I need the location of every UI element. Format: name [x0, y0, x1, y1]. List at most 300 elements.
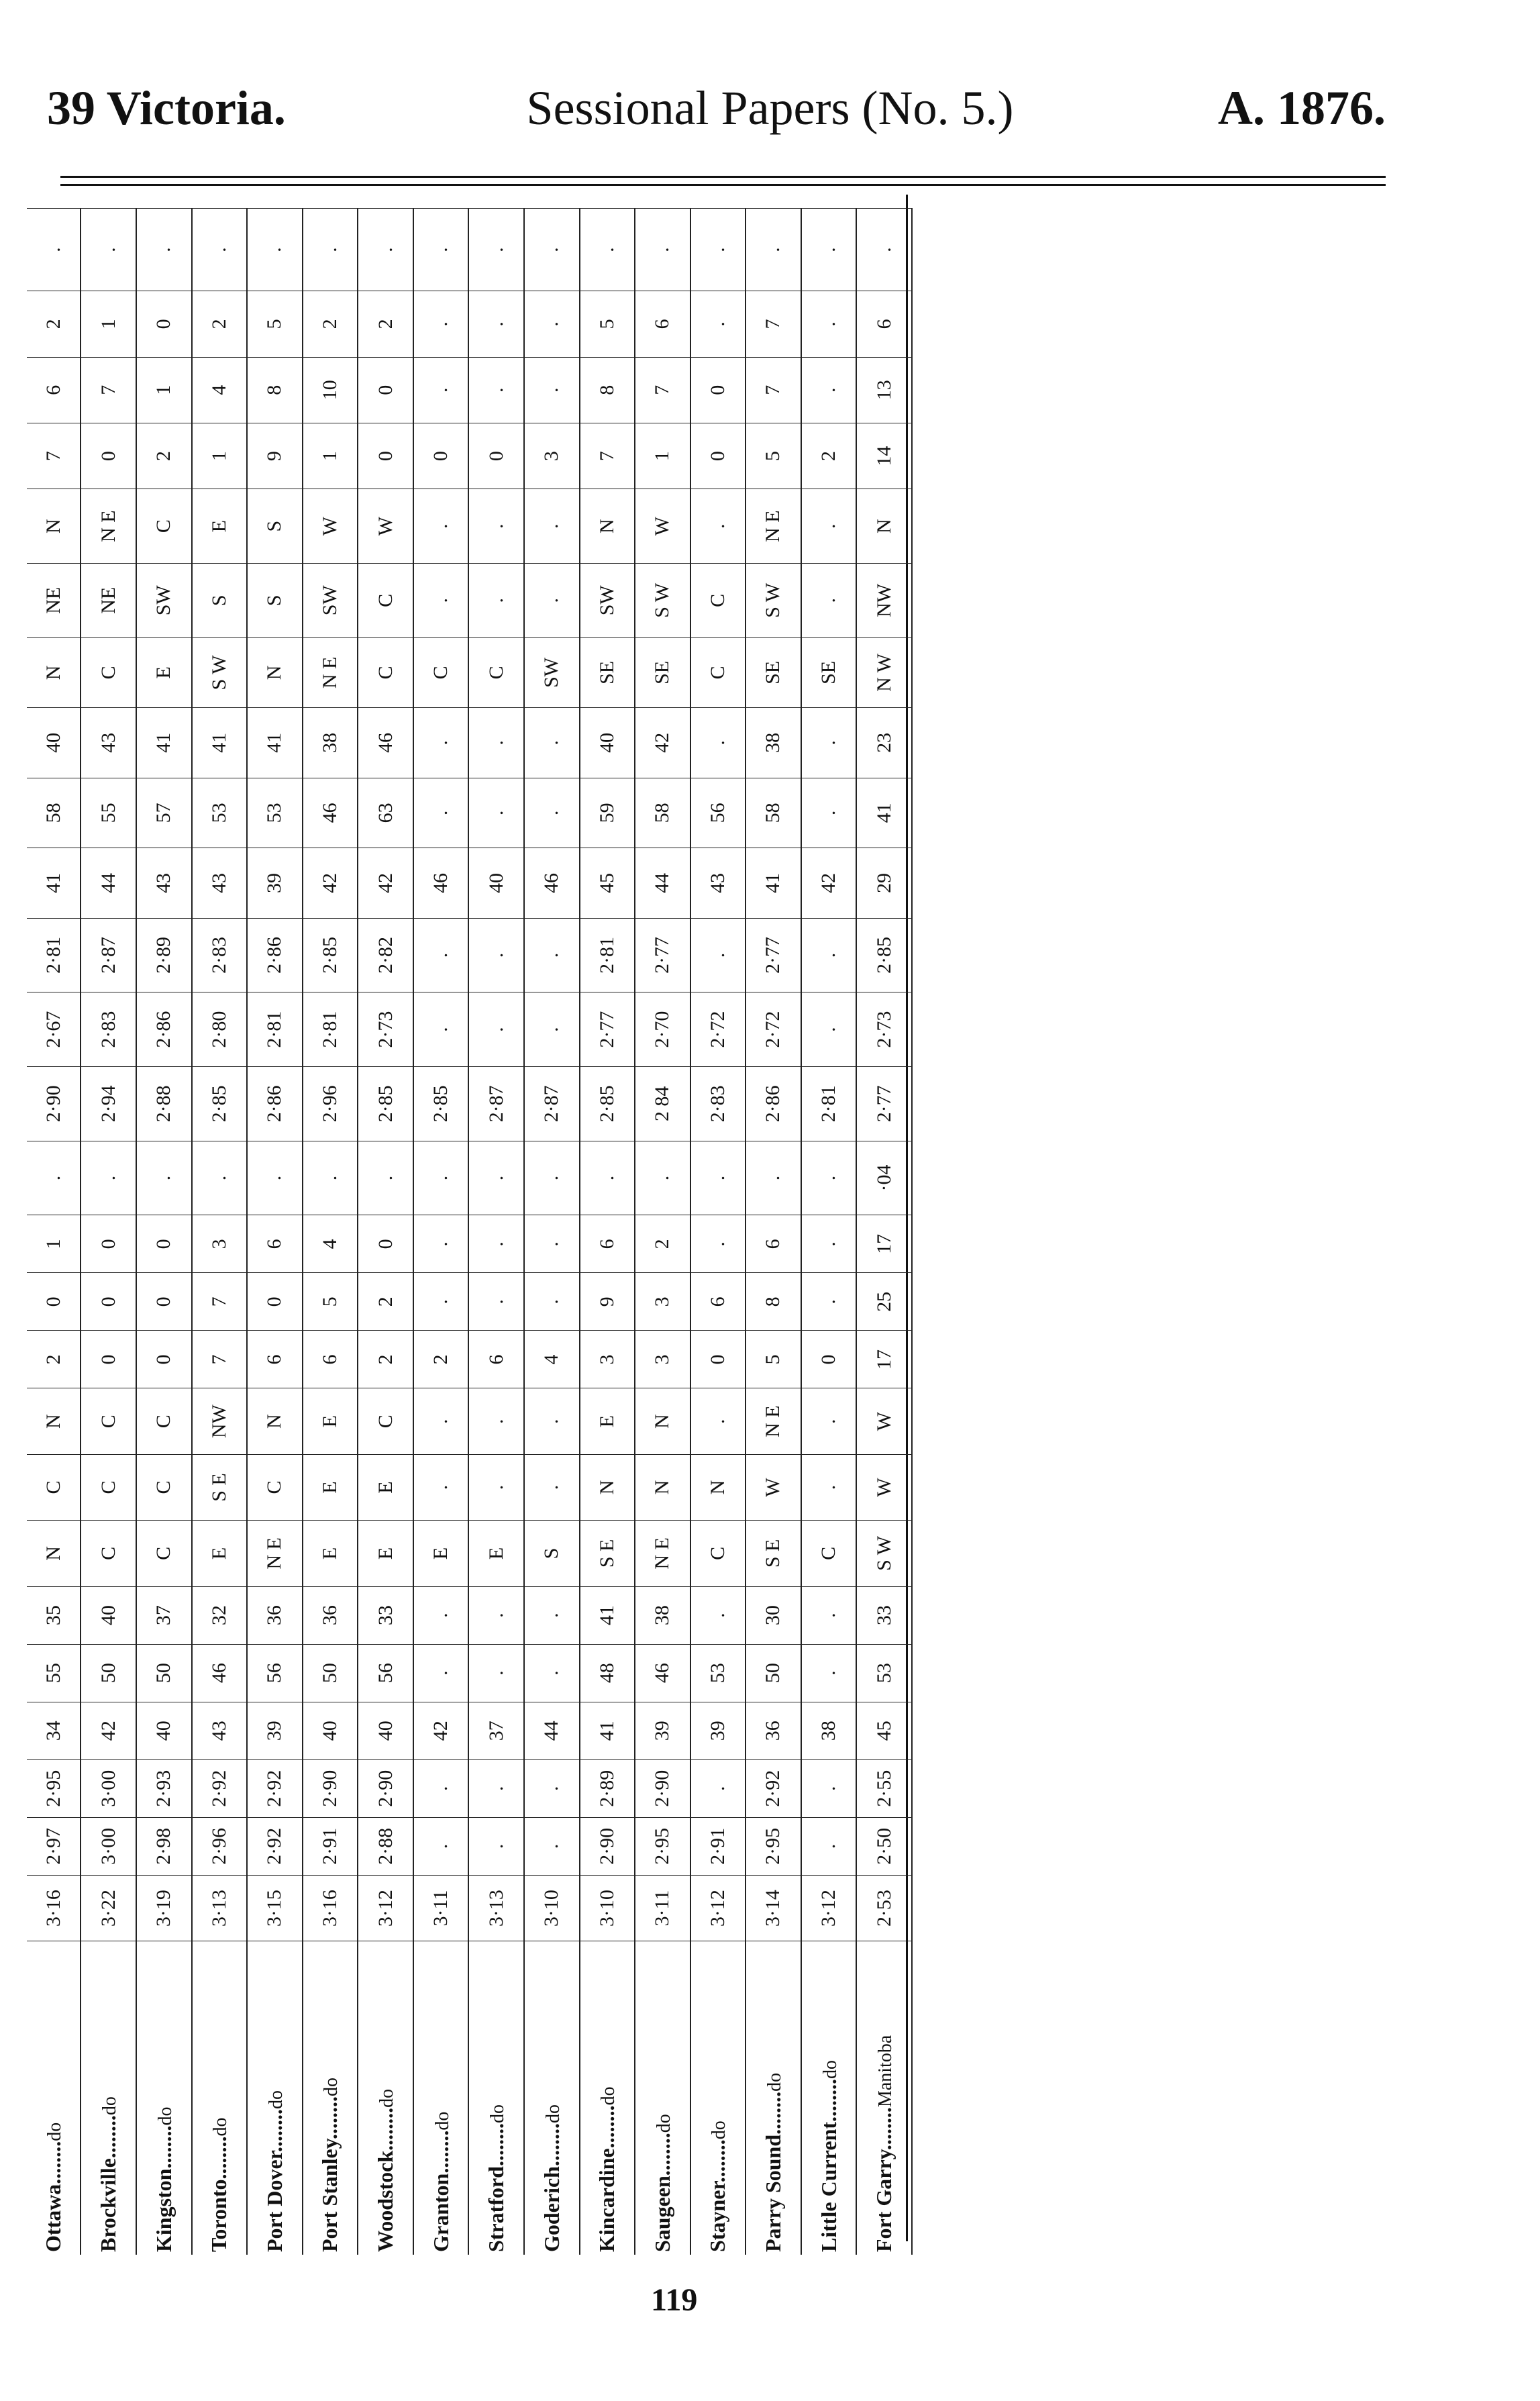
data-cell: N [580, 1454, 635, 1520]
data-cell: . [801, 291, 857, 357]
data-cell: 41 [136, 708, 192, 778]
data-cell: 2·80 [192, 992, 248, 1067]
data-cell: . [690, 489, 746, 564]
data-cell: . [468, 1817, 524, 1875]
data-cell: . [468, 918, 524, 992]
data-cell: 40 [358, 1702, 413, 1759]
data-cell: 2·77 [580, 992, 635, 1067]
data-cell: 2·85 [856, 918, 912, 992]
data-cell: 43 [192, 848, 248, 919]
data-cell: 2·77 [856, 1067, 912, 1141]
data-cell: SE [635, 637, 690, 708]
data-cell: 3·13 [468, 1875, 524, 1941]
leader-dots: ........ [872, 2107, 896, 2151]
header-left: 39 Victoria. [47, 81, 286, 135]
data-cell: N [247, 637, 303, 708]
leader-dots: ........ [650, 2133, 674, 2176]
station-name: Port Stanley [317, 2139, 342, 2252]
data-cell: 6 [580, 1215, 635, 1273]
data-cell: 6 [468, 1331, 524, 1388]
data-cell: C [690, 1521, 746, 1586]
leader-dots: ........ [428, 2130, 453, 2174]
data-cell: . [413, 1215, 469, 1273]
page-number: 119 [651, 2282, 698, 2318]
data-cell: . [524, 1388, 580, 1454]
data-cell: 2·77 [635, 918, 690, 992]
data-cell: 42 [801, 848, 857, 919]
leader-dots: ........ [816, 2078, 841, 2122]
data-cell: S W [635, 563, 690, 637]
data-cell: 6 [856, 291, 912, 357]
data-cell: . [524, 778, 580, 848]
data-cell: 2·85 [580, 1067, 635, 1141]
data-cell: . [413, 357, 469, 423]
data-cell: 55 [81, 778, 136, 848]
header-right: A. 1876. [1218, 81, 1386, 135]
data-cell: 2 [27, 291, 81, 357]
data-cell: 2·72 [746, 992, 801, 1067]
data-cell: 40 [303, 1702, 358, 1759]
data-cell: . [690, 1388, 746, 1454]
data-cell: . [801, 1273, 857, 1331]
data-cell: . [358, 1141, 413, 1215]
data-cell: . [801, 992, 857, 1067]
data-cell: 2·92 [192, 1759, 248, 1817]
data-cell: 7 [746, 357, 801, 423]
data-cell: . [468, 563, 524, 637]
data-cell: 3·11 [413, 1875, 469, 1941]
data-cell: 3·22 [81, 1875, 136, 1941]
data-cell: 36 [303, 1586, 358, 1644]
data-cell: 2·86 [136, 992, 192, 1067]
data-cell: 53 [192, 778, 248, 848]
data-cell: 50 [303, 1644, 358, 1702]
station-name: Woodstock [373, 2150, 398, 2252]
data-cell: . [468, 1215, 524, 1273]
data-cell: . [801, 1759, 857, 1817]
data-cell: 55 [27, 1644, 81, 1702]
data-cell: . [524, 563, 580, 637]
data-cell: . [413, 1273, 469, 1331]
data-cell: 3·00 [81, 1817, 136, 1875]
data-cell: E [358, 1521, 413, 1586]
data-cell: 2·94 [81, 1067, 136, 1141]
data-cell: 35 [27, 1586, 81, 1644]
data-cell: . [413, 708, 469, 778]
data-cell: . [468, 1644, 524, 1702]
data-cell: N [635, 1454, 690, 1520]
data-cell: . [635, 1141, 690, 1215]
data-cell: E [192, 1521, 248, 1586]
data-cell: 2 [413, 1331, 469, 1388]
data-cell: 2·90 [303, 1759, 358, 1817]
station-cell [746, 1941, 801, 2255]
data-cell: 2 [303, 291, 358, 357]
data-cell: S E [580, 1521, 635, 1586]
data-cell: . [27, 209, 81, 291]
data-cell: N [27, 489, 81, 564]
data-cell: . [468, 1273, 524, 1331]
data-cell: 41 [27, 848, 81, 919]
data-cell: 39 [635, 1702, 690, 1759]
data-cell: . [524, 209, 580, 291]
data-cell: 40 [136, 1702, 192, 1759]
data-cell: 2·92 [247, 1759, 303, 1817]
data-cell: 2 [192, 291, 248, 357]
data-cell: 3·11 [635, 1875, 690, 1941]
data-cell: . [690, 918, 746, 992]
data-cell: . [136, 1141, 192, 1215]
station-cell [303, 1941, 358, 2255]
data-cell: E [468, 1521, 524, 1586]
data-cell: . [801, 708, 857, 778]
province-label: do [210, 2117, 232, 2137]
data-cell: 0 [690, 423, 746, 489]
data-cell: 0 [247, 1273, 303, 1331]
data-cell: 2·77 [746, 918, 801, 992]
data-cell: C [81, 1388, 136, 1454]
data-cell: 25 [856, 1273, 912, 1331]
data-cell: SW [524, 637, 580, 708]
province-label: do [598, 2086, 619, 2106]
data-cell: 50 [746, 1644, 801, 1702]
data-cell: C [136, 1388, 192, 1454]
data-cell: C [413, 637, 469, 708]
data-cell: SW [580, 563, 635, 637]
data-cell: 40 [468, 848, 524, 919]
data-cell: 2·70 [635, 992, 690, 1067]
data-cell: . [524, 992, 580, 1067]
data-cell: . [192, 209, 248, 291]
data-cell: E [303, 1521, 358, 1586]
data-cell: N [856, 489, 912, 564]
data-cell: . [524, 291, 580, 357]
data-cell: 38 [303, 708, 358, 778]
station-name: Granton [428, 2173, 453, 2252]
data-cell: S E [746, 1521, 801, 1586]
data-cell: . [468, 992, 524, 1067]
station-cell [247, 1941, 303, 2255]
province-label: Manitoba [875, 2035, 896, 2108]
data-cell: 58 [746, 778, 801, 848]
data-cell: . [247, 1141, 303, 1215]
leader-dots: ........ [207, 2136, 232, 2180]
data-cell: 0 [358, 423, 413, 489]
data-cell: 2·86 [247, 918, 303, 992]
data-cell: 39 [247, 848, 303, 919]
data-cell: 7 [635, 357, 690, 423]
data-cell: . [413, 992, 469, 1067]
data-cell: 2·83 [690, 1067, 746, 1141]
rotated-table-container [27, 208, 913, 2255]
data-cell: 2 [358, 1273, 413, 1331]
data-cell: 40 [81, 1586, 136, 1644]
data-cell: 43 [192, 1702, 248, 1759]
data-cell: . [580, 209, 635, 291]
data-cell: 0 [81, 1215, 136, 1273]
station-name: Toronto [207, 2179, 232, 2252]
data-cell: . [468, 291, 524, 357]
data-cell: 42 [303, 848, 358, 919]
data-cell: 2·88 [136, 1067, 192, 1141]
table-row [81, 209, 136, 2255]
data-cell: 33 [856, 1586, 912, 1644]
data-cell: 2 [801, 423, 857, 489]
data-cell: . [413, 489, 469, 564]
data-cell: 1 [192, 423, 248, 489]
data-cell: 7 [81, 357, 136, 423]
data-cell: . [413, 1817, 469, 1875]
data-cell: 46 [635, 1644, 690, 1702]
data-cell: 2·90 [580, 1817, 635, 1875]
data-cell: 2 [136, 423, 192, 489]
data-cell: 4 [303, 1215, 358, 1273]
data-cell: . [413, 918, 469, 992]
data-cell: 43 [136, 848, 192, 919]
data-cell: 0 [358, 357, 413, 423]
table-row [358, 209, 413, 2255]
data-cell: 2·88 [358, 1817, 413, 1875]
data-cell: 46 [413, 848, 469, 919]
data-cell: 40 [27, 708, 81, 778]
data-cell: 2·85 [358, 1067, 413, 1141]
station-cell [413, 1941, 469, 2255]
data-cell: 14 [856, 423, 912, 489]
data-cell: 0 [27, 1273, 81, 1331]
data-cell: 37 [136, 1586, 192, 1644]
data-cell: 42 [358, 848, 413, 919]
data-cell: 23 [856, 708, 912, 778]
data-cell: N E [81, 489, 136, 564]
station-name: Fort Garry [872, 2150, 896, 2252]
data-cell: 50 [136, 1644, 192, 1702]
data-cell: 48 [580, 1644, 635, 1702]
data-cell: 4 [192, 357, 248, 423]
data-cell: 0 [81, 1331, 136, 1388]
data-cell: 2·85 [192, 1067, 248, 1141]
data-cell: . [413, 1644, 469, 1702]
data-cell: W [303, 489, 358, 564]
data-cell: 41 [746, 848, 801, 919]
data-cell: NW [856, 563, 912, 637]
data-cell: 53 [247, 778, 303, 848]
data-cell: C [358, 637, 413, 708]
station-cell [801, 1941, 857, 2255]
data-cell: 41 [580, 1702, 635, 1759]
data-cell: 2·87 [468, 1067, 524, 1141]
data-cell: 56 [247, 1644, 303, 1702]
data-cell: 2·83 [192, 918, 248, 992]
data-cell: 41 [856, 778, 912, 848]
header-rule-bottom [60, 184, 1386, 186]
station-cell [635, 1941, 690, 2255]
data-cell: 1 [27, 1215, 81, 1273]
station-cell [468, 1941, 524, 2255]
data-cell: 0 [690, 357, 746, 423]
data-cell: C [136, 489, 192, 564]
data-cell: 2·72 [690, 992, 746, 1067]
data-cell: 5 [303, 1273, 358, 1331]
station-name: Ottawa [41, 2184, 66, 2252]
data-cell: SE [746, 637, 801, 708]
data-cell: 41 [580, 1586, 635, 1644]
data-cell: 56 [358, 1644, 413, 1702]
data-cell: 5 [746, 1331, 801, 1388]
leader-dots: ........ [760, 2091, 785, 2135]
data-cell: 3·00 [81, 1759, 136, 1817]
data-cell: W [856, 1454, 912, 1520]
table-row [192, 209, 248, 2255]
data-cell: N [690, 1454, 746, 1520]
data-cell: C [27, 1454, 81, 1520]
data-cell: . [801, 918, 857, 992]
data-cell: S [247, 563, 303, 637]
data-cell: . [580, 1141, 635, 1215]
data-cell: 45 [856, 1702, 912, 1759]
data-cell: 3 [192, 1215, 248, 1273]
data-cell: 9 [580, 1273, 635, 1331]
data-cell: . [524, 1644, 580, 1702]
station-name: Goderich [539, 2166, 564, 2252]
province-label: do [542, 2104, 564, 2124]
data-cell: 39 [247, 1702, 303, 1759]
province-label: do [819, 2059, 841, 2079]
data-cell: 2·92 [247, 1817, 303, 1875]
data-cell: 6 [247, 1331, 303, 1388]
data-cell: . [413, 291, 469, 357]
station-cell [81, 1941, 136, 2255]
data-cell: 3·15 [247, 1875, 303, 1941]
data-cell: 6 [746, 1215, 801, 1273]
data-cell: 1 [136, 357, 192, 423]
data-cell: 2·81 [580, 918, 635, 992]
data-cell: . [413, 1141, 469, 1215]
data-cell: . [524, 1273, 580, 1331]
data-cell: S [247, 489, 303, 564]
data-cell: . [524, 1759, 580, 1817]
data-cell: E [580, 1388, 635, 1454]
data-cell: . [746, 1141, 801, 1215]
data-cell: E [413, 1521, 469, 1586]
data-cell: . [801, 778, 857, 848]
data-cell: . [303, 1141, 358, 1215]
province-label: do [44, 2122, 66, 2141]
station-name: Parry Sound [760, 2134, 785, 2252]
data-cell: NW [192, 1388, 248, 1454]
leader-dots: ........ [96, 2115, 121, 2159]
data-cell: 4 [524, 1331, 580, 1388]
data-cell: 0 [136, 1331, 192, 1388]
table-row [580, 209, 635, 2255]
station-name: Saugeen [650, 2176, 674, 2252]
data-cell: 30 [746, 1586, 801, 1644]
province-label: do [154, 2106, 176, 2126]
data-cell: 2·73 [856, 992, 912, 1067]
data-cell: . [524, 708, 580, 778]
data-cell: . [690, 1759, 746, 1817]
data-cell: 3·19 [136, 1875, 192, 1941]
data-cell: . [635, 209, 690, 291]
data-cell: 2·85 [303, 918, 358, 992]
table-row [856, 209, 912, 2255]
data-cell: 2·93 [136, 1759, 192, 1817]
data-cell: W [635, 489, 690, 564]
leader-dots: ........ [317, 2096, 342, 2140]
data-cell: 53 [856, 1644, 912, 1702]
data-cell: 0 [690, 1331, 746, 1388]
data-cell: 29 [856, 848, 912, 919]
data-cell: . [358, 209, 413, 291]
station-name: Stratford [484, 2166, 509, 2252]
data-cell: . [413, 209, 469, 291]
weather-table [27, 208, 913, 2255]
station-name: Stayner [705, 2182, 730, 2252]
data-cell: 0 [81, 1273, 136, 1331]
data-cell: E [303, 1388, 358, 1454]
table-body [27, 209, 912, 2255]
data-cell: 1 [303, 423, 358, 489]
data-cell: 42 [413, 1702, 469, 1759]
data-cell: N E [746, 489, 801, 564]
table-row [413, 209, 469, 2255]
data-cell: . [524, 1454, 580, 1520]
data-cell: N E [247, 1521, 303, 1586]
data-cell: 56 [690, 778, 746, 848]
data-cell: 2·53 [856, 1875, 912, 1941]
data-cell: 5 [247, 291, 303, 357]
data-cell: 44 [524, 1702, 580, 1759]
station-name: Little Current [816, 2121, 841, 2252]
data-cell: 7 [192, 1331, 248, 1388]
data-cell: 36 [746, 1702, 801, 1759]
data-cell: 1 [635, 423, 690, 489]
data-cell: 2·96 [303, 1067, 358, 1141]
data-cell: N [580, 489, 635, 564]
data-cell: 36 [247, 1586, 303, 1644]
data-cell: 45 [580, 848, 635, 919]
data-cell: 7 [192, 1273, 248, 1331]
data-cell: 2·87 [524, 1067, 580, 1141]
data-cell: C [690, 637, 746, 708]
province-label: do [321, 2078, 342, 2097]
data-cell: C [81, 1521, 136, 1586]
data-cell: 3·10 [580, 1875, 635, 1941]
data-cell: 3 [580, 1331, 635, 1388]
data-cell: 2·86 [247, 1067, 303, 1141]
data-cell: . [746, 209, 801, 291]
data-cell: 2·90 [635, 1759, 690, 1817]
data-cell: N E [746, 1388, 801, 1454]
data-cell: . [801, 209, 857, 291]
data-cell: 2·81 [303, 992, 358, 1067]
data-cell: NE [27, 563, 81, 637]
data-cell: 9 [247, 423, 303, 489]
leader-dots: ........ [373, 2107, 398, 2151]
province-label: do [265, 2090, 287, 2110]
data-cell: . [413, 563, 469, 637]
data-cell: E [136, 637, 192, 708]
data-cell: 0 [81, 423, 136, 489]
data-cell: 2·90 [358, 1759, 413, 1817]
data-cell: 2·67 [27, 992, 81, 1067]
data-cell: 2 [27, 1331, 81, 1388]
data-cell: 3·16 [27, 1875, 81, 1941]
data-cell: . [690, 1215, 746, 1273]
data-cell: 2 84 [635, 1067, 690, 1141]
data-cell: 2·91 [303, 1817, 358, 1875]
data-cell: . [524, 1586, 580, 1644]
data-cell: SE [801, 637, 857, 708]
